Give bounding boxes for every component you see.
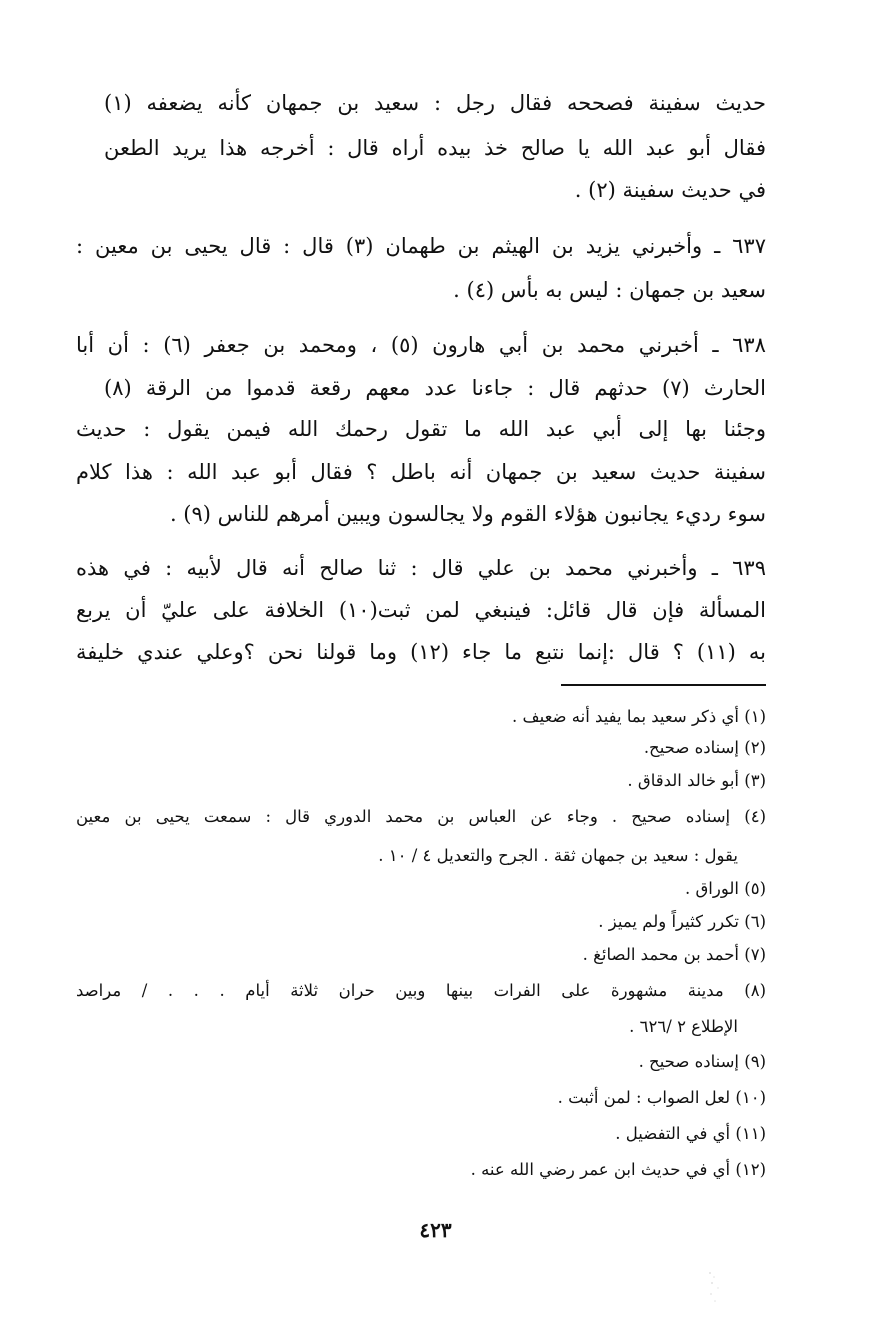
scan-artifact: [700, 1268, 730, 1308]
footnote-1: (١) أي ذكر سعيد بما يفيد أنه ضعيف .: [512, 707, 766, 726]
page-number: ٤٢٣: [419, 1218, 452, 1242]
footnote-11: (١١) أي في التفضيل .: [615, 1124, 766, 1143]
footnote-5: (٥) الوراق .: [685, 879, 766, 898]
footnote-10: (١٠) لعل الصواب : لمن أثبت .: [557, 1088, 766, 1107]
footnote-3: (٣) أبو خالد الدقاق .: [627, 771, 766, 790]
body-line-7: الحارث (٧) حدثهم قال : جاءنا عدد معهم رقعة قدموا من الرقة (٨): [104, 376, 766, 400]
footnote-8: (٨) مدينة مشهورة على الفرات بينها وبين حران ثلاثة أيام . . . / مراصد: [76, 981, 766, 1000]
body-line-11: ٦٣٩ ـ وأخبرني محمد بن علي قال : ثنا صالح أنه قال لأبيه : في هذه: [76, 556, 766, 580]
body-line-6: ٦٣٨ ـ أخبرني محمد بن أبي هارون (٥) ، ومحمد بن جعفر (٦) : أن أبا: [76, 333, 766, 357]
body-line-5: سعيد بن جمهان : ليس به بأس (٤) .: [453, 278, 766, 302]
footnote-2: (٢) إسناده صحيح.: [643, 738, 766, 757]
body-line-4: ٦٣٧ ـ وأخبرني يزيد بن الهيثم بن طهمان (٣) قال : قال يحيى بن معين :: [76, 234, 766, 258]
body-line-9: سفينة حديث سعيد بن جمهان أنه باطل ؟ فقال أبو عبد الله : هذا كلام: [76, 460, 766, 484]
footnote-4-cont: يقول : سعيد بن جمهان ثقة . الجرح والتعديل ٤ / ١٠ .: [378, 846, 738, 865]
body-line-13: به (١١) ؟ قال :إنما نتبع ما جاء (١٢) وما قولنا نحن ؟وعلي عندي خليفة: [76, 640, 766, 664]
footnote-12: (١٢) أي في حديث ابن عمر رضي الله عنه .: [470, 1160, 766, 1179]
footnote-7: (٧) أحمد بن محمد الصائغ .: [582, 945, 766, 964]
footnote-separator: [561, 684, 766, 686]
footnote-8-cont: الإطلاع ٢ /٦٢٦ .: [629, 1017, 738, 1036]
body-line-1: حديث سفينة فصححه فقال رجل : سعيد بن جمهان كأنه يضعفه (١): [104, 91, 766, 115]
body-line-10: سوء رديء يجانبون هؤلاء القوم ولا يجالسون ويبين أمرهم للناس (٩) .: [169, 502, 766, 526]
body-line-12: المسألة فإن قال قائل: فينبغي لمن ثبت(١٠) الخلافة على عليّ أن يربع: [76, 598, 767, 622]
footnote-4: (٤) إسناده صحيح . وجاء عن العباس بن محمد الدوري قال : سمعت يحيى بن معين: [76, 807, 766, 826]
footnote-6: (٦) تكرر كثيراً ولم يميز .: [598, 912, 766, 931]
footnote-9: (٩) إسناده صحيح .: [638, 1052, 766, 1071]
scan-noise-icon: [700, 1268, 730, 1308]
body-line-2: فقال أبو عبد الله يا صالح خذ بيده أراه قال : أخرجه هذا يريد الطعن: [104, 136, 766, 160]
body-line-8: وجئنا بها إلى أبي عبد الله ما تقول رحمك الله فيمن يقول : حديث: [76, 417, 766, 441]
body-line-3: في حديث سفينة (٢) .: [574, 178, 766, 202]
